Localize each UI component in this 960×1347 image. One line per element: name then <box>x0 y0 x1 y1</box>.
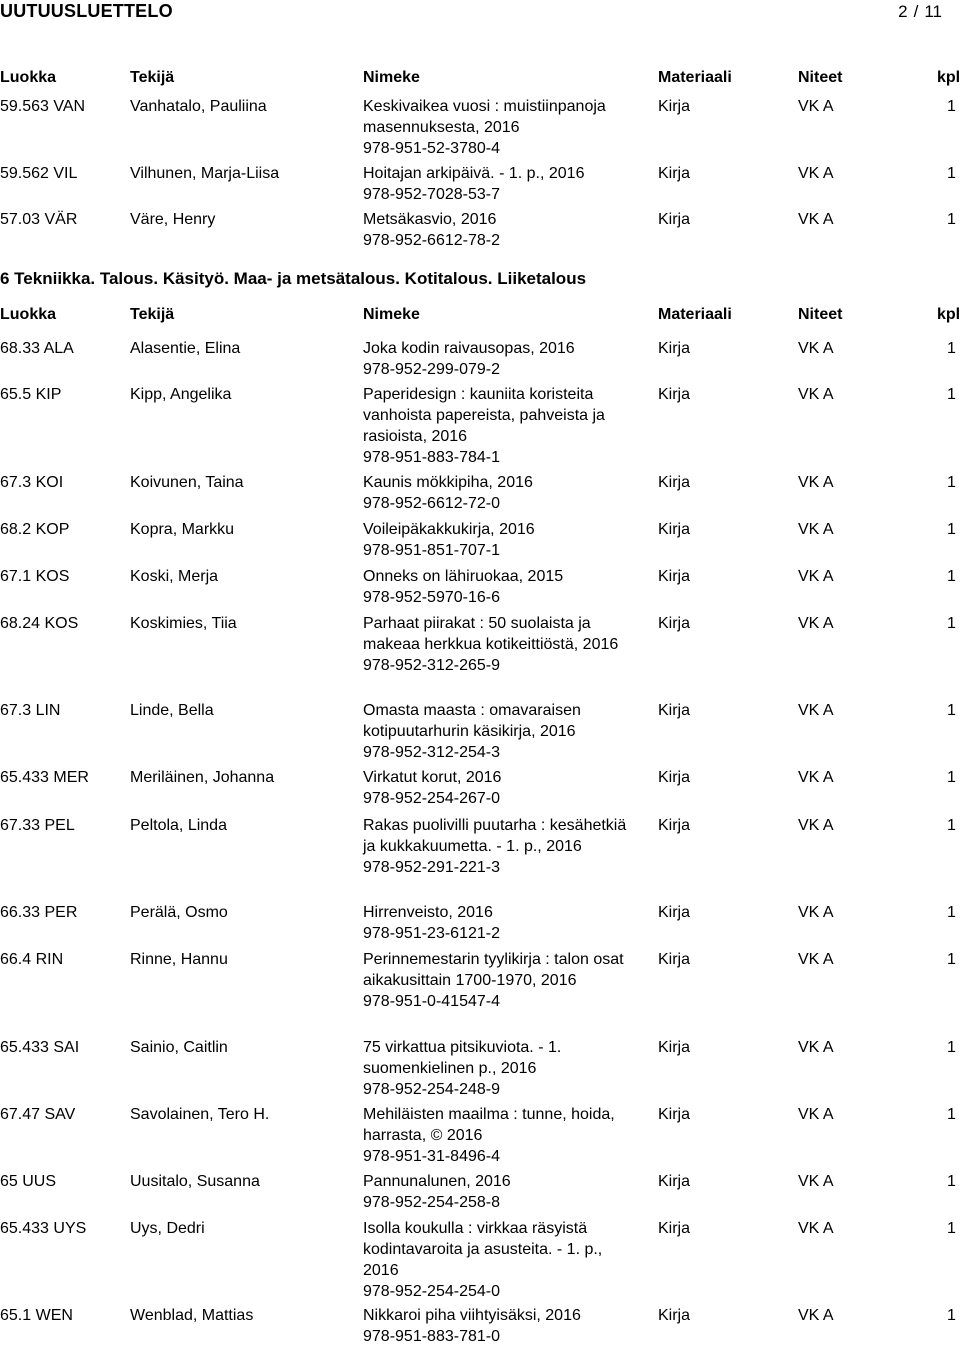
luokka-cell: 65.433 MER <box>0 769 89 786</box>
isbn: 978-951-883-781-0 <box>363 1328 500 1345</box>
book-title: 75 virkattua pitsikuviota. - 1. suomenkielinen p., 2016 <box>363 1039 562 1077</box>
author-cell: Alasentie, Elina <box>130 340 241 357</box>
kpl-cell: 1 <box>947 769 956 786</box>
book-title: Mehiläisten maailma : tunne, hoida, harrasta, © 2016 <box>363 1106 615 1144</box>
book-title: Omasta maasta : omavaraisen kotipuutarhurin käsikirja, 2016 <box>363 702 581 740</box>
isbn: 978-951-31-8496-4 <box>363 1148 500 1165</box>
materiaali-cell: Kirja <box>658 769 691 786</box>
niteet-cell: VK A <box>798 951 834 968</box>
book-title: Onneks on lähiruokaa, 2015 <box>363 568 564 585</box>
page-number <box>898 2 942 22</box>
kpl-cell: 1 <box>947 474 956 491</box>
title-cell <box>363 519 628 561</box>
luokka-cell: 59.563 VAN <box>0 98 86 115</box>
book-title: Perinnemestarin tyylikirja : talon osat aikakusittain 1700-1970, 2016 <box>363 951 624 989</box>
header-nimeke: Nimeke <box>363 306 420 323</box>
luokka-cell: 68.33 ALA <box>0 340 74 357</box>
author-cell: Sainio, Caitlin <box>130 1039 228 1056</box>
niteet-cell: VK A <box>798 904 834 921</box>
author-cell: Koivunen, Taina <box>130 474 244 491</box>
kpl-cell: 1 <box>947 615 956 632</box>
author-cell: Vilhunen, Marja-Liisa <box>130 165 280 182</box>
title-cell <box>363 1037 628 1100</box>
title-cell <box>363 1171 628 1213</box>
niteet-cell: VK A <box>798 615 834 632</box>
kpl-cell: 1 <box>947 165 956 182</box>
author-cell: Linde, Bella <box>130 702 214 719</box>
isbn: 978-952-5970-16-6 <box>363 589 500 606</box>
page-separator: / <box>913 2 919 21</box>
niteet-cell: VK A <box>798 98 834 115</box>
materiaali-cell: Kirja <box>658 386 691 403</box>
kpl-cell: 1 <box>947 211 956 228</box>
materiaali-cell: Kirja <box>658 568 691 585</box>
niteet-cell: VK A <box>798 340 834 357</box>
author-cell: Koski, Merja <box>130 568 219 585</box>
title-cell <box>363 209 628 251</box>
author-cell: Kipp, Angelika <box>130 386 232 403</box>
title-cell <box>363 767 628 809</box>
luokka-cell: 65.433 UYS <box>0 1220 87 1237</box>
book-title: Isolla koukulla : virkkaa räsyistä kodintavaroita ja asusteita. - 1. p., 2016 <box>363 1220 603 1279</box>
isbn: 978-952-6612-72-0 <box>363 495 500 512</box>
kpl-cell: 1 <box>947 1307 956 1324</box>
isbn: 978-952-254-254-0 <box>363 1283 500 1300</box>
luokka-cell: 68.24 KOS <box>0 615 79 632</box>
kpl-cell: 1 <box>947 817 956 834</box>
header-luokka: Luokka <box>0 306 57 323</box>
isbn: 978-952-254-248-9 <box>363 1081 500 1098</box>
author-cell: Kopra, Markku <box>130 521 235 538</box>
header-kpl: kpl <box>937 306 960 323</box>
luokka-cell: 65.433 SAI <box>0 1039 80 1056</box>
niteet-cell: VK A <box>798 1173 834 1190</box>
header-niteet: Niteet <box>798 69 843 86</box>
isbn: 978-951-52-3780-4 <box>363 140 500 157</box>
title-cell <box>363 613 628 676</box>
section-title: 6 Tekniikka. Talous. Käsityö. Maa- ja metsätalous. Kotitalous. Liiketalous <box>0 269 587 288</box>
header-materiaali: Materiaali <box>658 69 732 86</box>
materiaali-cell: Kirja <box>658 98 691 115</box>
luokka-cell: 65.1 WEN <box>0 1307 73 1324</box>
kpl-cell: 1 <box>947 521 956 538</box>
kpl-cell: 1 <box>947 702 956 719</box>
luokka-cell: 67.1 KOS <box>0 568 70 585</box>
materiaali-cell: Kirja <box>658 951 691 968</box>
materiaali-cell: Kirja <box>658 211 691 228</box>
luokka-cell: 66.4 RIN <box>0 951 64 968</box>
luokka-cell: 59.562 VIL <box>0 165 78 182</box>
luokka-cell: 67.3 LIN <box>0 702 61 719</box>
niteet-cell: VK A <box>798 474 834 491</box>
luokka-cell: 67.33 PEL <box>0 817 75 834</box>
niteet-cell: VK A <box>798 1220 834 1237</box>
niteet-cell: VK A <box>798 386 834 403</box>
isbn: 978-951-0-41547-4 <box>363 993 500 1010</box>
kpl-cell: 1 <box>947 951 956 968</box>
niteet-cell: VK A <box>798 1106 834 1123</box>
niteet-cell: VK A <box>798 769 834 786</box>
kpl-cell: 1 <box>947 340 956 357</box>
author-cell: Wenblad, Mattias <box>130 1307 254 1324</box>
niteet-cell: VK A <box>798 1039 834 1056</box>
author-cell: Uys, Dedri <box>130 1220 205 1237</box>
header-materiaali: Materiaali <box>658 306 732 323</box>
title-cell <box>363 338 628 380</box>
materiaali-cell: Kirja <box>658 904 691 921</box>
kpl-cell: 1 <box>947 568 956 585</box>
title-cell <box>363 902 628 944</box>
materiaali-cell: Kirja <box>658 1039 691 1056</box>
book-title: Nikkaroi piha viihtyisäksi, 2016 <box>363 1307 581 1324</box>
kpl-cell: 1 <box>947 98 956 115</box>
author-cell: Uusitalo, Susanna <box>130 1173 260 1190</box>
title-cell <box>363 96 628 159</box>
luokka-cell: 65.5 KIP <box>0 386 62 403</box>
materiaali-cell: Kirja <box>658 1173 691 1190</box>
title-cell <box>363 1305 628 1347</box>
niteet-cell: VK A <box>798 568 834 585</box>
author-cell: Meriläinen, Johanna <box>130 769 275 786</box>
materiaali-cell: Kirja <box>658 1307 691 1324</box>
title-cell <box>363 384 628 468</box>
page-current: 2 <box>898 2 908 21</box>
author-cell: Perälä, Osmo <box>130 904 228 921</box>
author-cell: Koskimies, Tiia <box>130 615 237 632</box>
book-title: Hoitajan arkipäivä. - 1. p., 2016 <box>363 165 585 182</box>
book-title: Pannunalunen, 2016 <box>363 1173 511 1190</box>
book-title: Rakas puolivilli puutarha : kesähetkiä ja kukkakuumetta. - 1. p., 2016 <box>363 817 627 855</box>
table-header <box>0 69 960 89</box>
niteet-cell: VK A <box>798 702 834 719</box>
isbn: 978-952-6612-78-2 <box>363 232 500 249</box>
header-tekija: Tekijä <box>130 306 175 323</box>
table-header <box>0 306 960 326</box>
kpl-cell: 1 <box>947 1173 956 1190</box>
author-cell: Rinne, Hannu <box>130 951 228 968</box>
book-title: Paperidesign : kauniita koristeita vanhoista papereista, pahveista ja rasioista, 2016 <box>363 386 605 445</box>
kpl-cell: 1 <box>947 1039 956 1056</box>
book-title: Joka kodin raivausopas, 2016 <box>363 340 575 357</box>
title-cell <box>363 1218 628 1302</box>
kpl-cell: 1 <box>947 386 956 403</box>
materiaali-cell: Kirja <box>658 1106 691 1123</box>
book-title: Kaunis mökkipiha, 2016 <box>363 474 533 491</box>
title-cell <box>363 700 628 763</box>
isbn: 978-952-312-265-9 <box>363 657 500 674</box>
niteet-cell: VK A <box>798 165 834 182</box>
materiaali-cell: Kirja <box>658 615 691 632</box>
isbn: 978-952-254-258-8 <box>363 1194 500 1211</box>
book-title: Parhaat piirakat : 50 suolaista ja makeaa herkkua kotikeittiöstä, 2016 <box>363 615 619 653</box>
header-luokka: Luokka <box>0 69 57 86</box>
author-cell: Peltola, Linda <box>130 817 227 834</box>
luokka-cell: 68.2 KOP <box>0 521 70 538</box>
header-nimeke: Nimeke <box>363 69 420 86</box>
luokka-cell: 57.03 VÄR <box>0 211 78 228</box>
title-cell <box>363 815 628 878</box>
author-cell: Savolainen, Tero H. <box>130 1106 270 1123</box>
isbn: 978-952-291-221-3 <box>363 859 500 876</box>
isbn: 978-951-851-707-1 <box>363 542 500 559</box>
niteet-cell: VK A <box>798 817 834 834</box>
isbn: 978-952-7028-53-7 <box>363 186 500 203</box>
kpl-cell: 1 <box>947 904 956 921</box>
isbn: 978-952-299-079-2 <box>363 361 500 378</box>
isbn: 978-951-23-6121-2 <box>363 925 500 942</box>
isbn: 978-952-254-267-0 <box>363 790 500 807</box>
niteet-cell: VK A <box>798 211 834 228</box>
header-niteet: Niteet <box>798 306 843 323</box>
header-tekija: Tekijä <box>130 69 175 86</box>
author-cell: Vanhatalo, Pauliina <box>130 98 267 115</box>
kpl-cell: 1 <box>947 1106 956 1123</box>
book-title: Metsäkasvio, 2016 <box>363 211 497 228</box>
materiaali-cell: Kirja <box>658 521 691 538</box>
materiaali-cell: Kirja <box>658 817 691 834</box>
isbn: 978-951-883-784-1 <box>363 449 500 466</box>
luokka-cell: 66.33 PER <box>0 904 78 921</box>
niteet-cell: VK A <box>798 1307 834 1324</box>
title-cell <box>363 163 628 205</box>
book-title: Virkatut korut, 2016 <box>363 769 502 786</box>
materiaali-cell: Kirja <box>658 702 691 719</box>
isbn: 978-952-312-254-3 <box>363 744 500 761</box>
book-title: Voileipäkakkukirja, 2016 <box>363 521 535 538</box>
kpl-cell: 1 <box>947 1220 956 1237</box>
page-total: 11 <box>924 2 942 21</box>
author-cell: Väre, Henry <box>130 211 216 228</box>
book-title: Hirrenveisto, 2016 <box>363 904 493 921</box>
materiaali-cell: Kirja <box>658 340 691 357</box>
luokka-cell: 65 UUS <box>0 1173 57 1190</box>
luokka-cell: 67.3 KOI <box>0 474 64 491</box>
title-cell <box>363 472 628 514</box>
header-kpl: kpl <box>937 69 960 86</box>
document-title: UUTUUSLUETTELO <box>0 1 173 21</box>
title-cell <box>363 1104 628 1167</box>
materiaali-cell: Kirja <box>658 474 691 491</box>
materiaali-cell: Kirja <box>658 1220 691 1237</box>
materiaali-cell: Kirja <box>658 165 691 182</box>
niteet-cell: VK A <box>798 521 834 538</box>
luokka-cell: 67.47 SAV <box>0 1106 76 1123</box>
title-cell <box>363 949 628 1012</box>
title-cell <box>363 566 628 608</box>
book-title: Keskivaikea vuosi : muistiinpanoja masennuksesta, 2016 <box>363 98 606 136</box>
